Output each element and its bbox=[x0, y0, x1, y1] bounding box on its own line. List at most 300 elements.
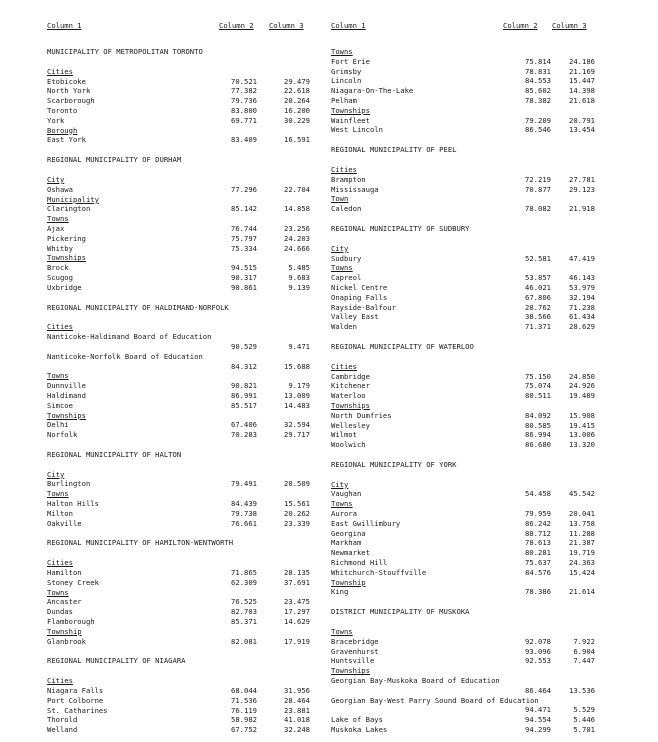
municipality-name: Halton Hills bbox=[47, 499, 99, 509]
municipality-name: Valley East bbox=[331, 312, 379, 322]
column-3-value: 15.908 bbox=[569, 410, 595, 420]
column-3-value: 30.229 bbox=[284, 115, 310, 125]
column-3-value: 29.479 bbox=[284, 76, 310, 86]
table-row bbox=[331, 568, 601, 578]
column-2-header: Column 2 bbox=[503, 21, 538, 30]
column-3-value: 15.447 bbox=[569, 76, 595, 86]
category-heading bbox=[47, 371, 317, 381]
table-row bbox=[331, 489, 601, 499]
table-row bbox=[331, 548, 601, 558]
municipality-name: Dunnville bbox=[47, 381, 86, 391]
table-row bbox=[331, 686, 601, 696]
table-row bbox=[331, 303, 601, 313]
municipality-name: Delhi bbox=[47, 420, 69, 430]
table-row bbox=[47, 106, 317, 116]
column-3-value: 71.238 bbox=[569, 302, 595, 312]
municipality-name: Pickering bbox=[47, 233, 86, 243]
column-3-value: 31.956 bbox=[284, 686, 310, 696]
column-3-value: 22.618 bbox=[284, 86, 310, 96]
category-heading bbox=[331, 244, 601, 254]
region-heading bbox=[331, 145, 601, 155]
column-2-value: 85.371 bbox=[231, 617, 257, 627]
spacer bbox=[47, 440, 317, 450]
municipality-name: West Lincoln bbox=[331, 125, 383, 135]
category-heading bbox=[47, 470, 317, 480]
table-row bbox=[47, 578, 317, 588]
table-row bbox=[47, 224, 317, 234]
column-2-value: 70.521 bbox=[231, 76, 257, 86]
category-name: Township bbox=[331, 577, 366, 587]
column-3-value: 23.256 bbox=[284, 223, 310, 233]
table-row bbox=[331, 421, 601, 431]
region-heading bbox=[331, 224, 601, 234]
column-3-value: 21.918 bbox=[569, 204, 595, 214]
column-2-value: 68.044 bbox=[231, 686, 257, 696]
column-3-value: 5.485 bbox=[288, 263, 310, 273]
category-name: City bbox=[331, 243, 349, 253]
column-2-value: 71.536 bbox=[231, 695, 257, 705]
column-2-value: 75.814 bbox=[525, 56, 551, 66]
column-3-value: 21.618 bbox=[569, 95, 595, 105]
municipality-name: Fort Erie bbox=[331, 56, 370, 66]
spacer bbox=[331, 214, 601, 224]
column-2-value: 86.546 bbox=[525, 125, 551, 135]
column-2-value: 67.406 bbox=[231, 420, 257, 430]
category-name: Town bbox=[331, 194, 349, 204]
table-row bbox=[331, 391, 601, 401]
left-column bbox=[47, 21, 317, 735]
column-2-value: 70.877 bbox=[525, 184, 551, 194]
column-2-value: 79.738 bbox=[231, 508, 257, 518]
municipality-name: Woolwich bbox=[331, 440, 366, 450]
municipality-name: Mississauga bbox=[331, 184, 379, 194]
column-2-value: 52.581 bbox=[525, 253, 551, 263]
category-heading bbox=[47, 489, 317, 499]
region-name: REGIONAL MUNICIPALITY OF HAMILTON-WENTWORTH bbox=[47, 538, 234, 548]
category-heading bbox=[331, 666, 601, 676]
municipality-name: North Dumfries bbox=[331, 410, 392, 420]
category-name: Towns bbox=[47, 489, 69, 499]
municipality-name: Hamilton bbox=[47, 568, 82, 578]
category-name: Towns bbox=[331, 627, 353, 637]
municipality-name: Newmarket bbox=[331, 548, 370, 558]
column-1-header: Column 1 bbox=[331, 21, 366, 30]
table-row bbox=[331, 254, 601, 264]
column-2-value: 78.831 bbox=[525, 66, 551, 76]
column-2-value: 79.959 bbox=[525, 509, 551, 519]
region-heading bbox=[331, 607, 601, 617]
municipality-name: Rayside-Balfour bbox=[331, 302, 396, 312]
column-3-value: 24.363 bbox=[569, 558, 595, 568]
column-3-value: 24.850 bbox=[569, 371, 595, 381]
column-3-value: 20.791 bbox=[569, 115, 595, 125]
column-2-value: 78.382 bbox=[525, 95, 551, 105]
table-row bbox=[47, 244, 317, 254]
municipality-name: Nickel Centre bbox=[331, 282, 388, 292]
column-2-value: 75.797 bbox=[231, 233, 257, 243]
column-2-value: 93.096 bbox=[525, 646, 551, 656]
table-row bbox=[331, 372, 601, 382]
spacer bbox=[47, 528, 317, 538]
category-name: Townships bbox=[331, 400, 370, 410]
spacer bbox=[47, 666, 317, 676]
municipality-name: Onaping Falls bbox=[331, 292, 388, 302]
spacer bbox=[331, 234, 601, 244]
municipality-name: Wainfleet bbox=[331, 115, 370, 125]
column-3-value: 13.454 bbox=[569, 125, 595, 135]
table-row bbox=[331, 440, 601, 450]
municipality-name: Lake of Bays bbox=[331, 715, 383, 725]
table-row bbox=[47, 77, 317, 87]
column-2-value: 67.806 bbox=[525, 292, 551, 302]
municipality-name: Vaughan bbox=[331, 489, 362, 499]
column-2-value: 92.553 bbox=[525, 656, 551, 666]
column-2-value: 70.283 bbox=[231, 430, 257, 440]
category-heading bbox=[47, 322, 317, 332]
category-name: Cities bbox=[47, 322, 73, 332]
column-3-value: 29.717 bbox=[284, 430, 310, 440]
table-row bbox=[331, 185, 601, 195]
column-2-value: 72.219 bbox=[525, 174, 551, 184]
municipality-name: Brampton bbox=[331, 174, 366, 184]
column-2-value: 86.994 bbox=[525, 430, 551, 440]
table-row bbox=[47, 607, 317, 617]
column-3-value: 29.123 bbox=[569, 184, 595, 194]
table-row bbox=[331, 676, 601, 686]
category-heading bbox=[47, 558, 317, 568]
table-row bbox=[331, 538, 601, 548]
category-heading bbox=[331, 578, 601, 588]
municipality-name: Ancaster bbox=[47, 597, 82, 607]
spacer bbox=[47, 548, 317, 558]
column-3-value: 21.169 bbox=[569, 66, 595, 76]
table-row bbox=[47, 283, 317, 293]
column-2-value: 53.857 bbox=[525, 273, 551, 283]
column-3-value: 15.688 bbox=[284, 361, 310, 371]
category-name: Towns bbox=[331, 499, 353, 509]
municipality-name: Glanbrook bbox=[47, 636, 86, 646]
table-row bbox=[47, 391, 317, 401]
category-name: Cities bbox=[47, 676, 73, 686]
column-2-value: 80.585 bbox=[525, 420, 551, 430]
region-heading bbox=[47, 538, 317, 548]
table-row bbox=[47, 430, 317, 440]
column-3-value: 28.464 bbox=[284, 695, 310, 705]
column-3-value: 11.288 bbox=[569, 528, 595, 538]
municipality-name: Georgina bbox=[331, 528, 366, 538]
municipality-name: Wilmot bbox=[331, 430, 357, 440]
column-2-value: 82.703 bbox=[231, 607, 257, 617]
category-name: Township bbox=[47, 626, 82, 636]
column-3-value: 20.509 bbox=[284, 479, 310, 489]
table-row bbox=[331, 558, 601, 568]
column-2-value: 79.209 bbox=[525, 115, 551, 125]
municipality-name: Simcoe bbox=[47, 400, 73, 410]
region-name: REGIONAL MUNICIPALITY OF NIAGARA bbox=[47, 656, 186, 666]
column-3-value: 41.018 bbox=[284, 715, 310, 725]
category-name: Cities bbox=[331, 361, 357, 371]
municipality-name: Kitchener bbox=[331, 381, 370, 391]
table-row bbox=[47, 715, 317, 725]
column-2-value: 78.386 bbox=[525, 587, 551, 597]
table-row bbox=[47, 706, 317, 716]
table-row bbox=[331, 430, 601, 440]
column-3-value: 13.320 bbox=[569, 440, 595, 450]
table-row bbox=[47, 332, 317, 342]
column-2-value: 38.566 bbox=[525, 312, 551, 322]
column-2-value: 79.491 bbox=[231, 479, 257, 489]
table-row bbox=[331, 656, 601, 666]
column-3-value: 9.471 bbox=[288, 341, 310, 351]
municipality-name: Caledon bbox=[331, 204, 362, 214]
category-heading bbox=[47, 195, 317, 205]
region-name: DISTRICT MUNICIPALITY OF MUSKOKA bbox=[331, 607, 470, 617]
column-3-value: 16.591 bbox=[284, 135, 310, 145]
municipality-name: Waterloo bbox=[331, 391, 366, 401]
column-3-value: 32.194 bbox=[569, 292, 595, 302]
category-name: City bbox=[331, 479, 349, 489]
column-2-value: 85.517 bbox=[231, 400, 257, 410]
category-heading bbox=[331, 362, 601, 372]
column-2-value: 76.525 bbox=[231, 597, 257, 607]
table-row bbox=[47, 86, 317, 96]
column-3-value: 7.922 bbox=[573, 636, 595, 646]
table-row bbox=[47, 401, 317, 411]
column-3-value: 28.629 bbox=[569, 322, 595, 332]
category-name: Townships bbox=[331, 105, 370, 115]
table-row bbox=[47, 725, 317, 735]
column-3-value: 17.919 bbox=[284, 636, 310, 646]
municipality-name: Walden bbox=[331, 322, 357, 332]
table-row bbox=[331, 587, 601, 597]
column-2-value: 84.439 bbox=[231, 499, 257, 509]
column-2-value: 75.637 bbox=[525, 558, 551, 568]
column-2-value: 80.281 bbox=[525, 548, 551, 558]
column-2-value: 94.515 bbox=[231, 263, 257, 273]
municipality-name: Clarington bbox=[47, 204, 91, 214]
table-row bbox=[331, 647, 601, 657]
table-row bbox=[47, 116, 317, 126]
column-2-value: 86.991 bbox=[231, 390, 257, 400]
table-row bbox=[47, 686, 317, 696]
column-3-value: 24.203 bbox=[284, 233, 310, 243]
column-2-value: 84.576 bbox=[525, 567, 551, 577]
table-row bbox=[331, 696, 601, 706]
region-heading bbox=[47, 656, 317, 666]
municipality-name: Welland bbox=[47, 725, 78, 735]
municipality-name: North York bbox=[47, 86, 91, 96]
region-name: REGIONAL MUNICIPALITY OF HALDIMAND-NORFOLK bbox=[47, 302, 229, 312]
table-row bbox=[331, 312, 601, 322]
category-name: Townships bbox=[331, 666, 370, 676]
column-3-value: 19.719 bbox=[569, 548, 595, 558]
table-row bbox=[47, 342, 317, 352]
column-3-value: 13.536 bbox=[569, 685, 595, 695]
table-row bbox=[47, 519, 317, 529]
category-heading bbox=[331, 480, 601, 490]
category-heading bbox=[331, 165, 601, 175]
column-header-row bbox=[331, 21, 601, 35]
table-row bbox=[331, 273, 601, 283]
column-2-value: 28.762 bbox=[525, 302, 551, 312]
column-header-row bbox=[47, 21, 317, 35]
column-3-value: 14.629 bbox=[284, 617, 310, 627]
spacer bbox=[47, 312, 317, 322]
column-2-value: 78.082 bbox=[525, 204, 551, 214]
region-name: REGIONAL MUNICIPALITY OF YORK bbox=[331, 459, 457, 469]
table-row bbox=[331, 125, 601, 135]
column-2-value: 62.309 bbox=[231, 577, 257, 587]
municipality-name: Etobicoke bbox=[47, 76, 86, 86]
table-row bbox=[331, 322, 601, 332]
region-name: REGIONAL MUNICIPALITY OF HALTON bbox=[47, 449, 182, 459]
municipality-name: Norfolk bbox=[47, 430, 78, 440]
table-row bbox=[47, 381, 317, 391]
region-heading bbox=[331, 460, 601, 470]
table-row bbox=[331, 529, 601, 539]
municipality-name: Flamborough bbox=[47, 617, 95, 627]
column-3-value: 9.683 bbox=[288, 272, 310, 282]
column-3-value: 21.387 bbox=[569, 538, 595, 548]
column-2-value: 71.865 bbox=[231, 568, 257, 578]
spacer bbox=[47, 293, 317, 303]
column-3-value: 16.200 bbox=[284, 105, 310, 115]
table-row bbox=[331, 715, 601, 725]
column-3-value: 13.758 bbox=[569, 518, 595, 528]
region-name: REGIONAL MUNICIPALITY OF DURHAM bbox=[47, 155, 182, 165]
column-2-value: 76.119 bbox=[231, 705, 257, 715]
table-row bbox=[47, 96, 317, 106]
category-heading bbox=[47, 411, 317, 421]
spacer bbox=[331, 135, 601, 145]
column-2-value: 85.602 bbox=[525, 86, 551, 96]
spacer bbox=[331, 617, 601, 627]
spacer bbox=[47, 460, 317, 470]
category-name: City bbox=[47, 174, 65, 184]
column-2-value: 75.074 bbox=[525, 381, 551, 391]
category-heading bbox=[331, 627, 601, 637]
region-name: MUNICIPALITY OF METROPOLITAN TORONTO bbox=[47, 47, 203, 56]
column-2-value: 67.752 bbox=[231, 725, 257, 735]
column-3-value: 47.419 bbox=[569, 253, 595, 263]
spacer bbox=[47, 57, 317, 67]
municipality-name: Markham bbox=[331, 538, 362, 548]
column-2-value: 86.680 bbox=[525, 440, 551, 450]
category-heading bbox=[47, 67, 317, 77]
column-3-value: 21.614 bbox=[569, 587, 595, 597]
table-row bbox=[331, 381, 601, 391]
column-3-value: 28.135 bbox=[284, 568, 310, 578]
spacer bbox=[47, 646, 317, 656]
municipality-name: Haldimand bbox=[47, 390, 86, 400]
category-heading bbox=[47, 627, 317, 637]
category-heading bbox=[47, 214, 317, 224]
column-3-value: 9.139 bbox=[288, 282, 310, 292]
column-2-value: 82.081 bbox=[231, 636, 257, 646]
municipality-name: Scugog bbox=[47, 272, 73, 282]
column-2-value: 76.744 bbox=[231, 223, 257, 233]
table-row bbox=[47, 352, 317, 362]
column-2-value: 88.712 bbox=[525, 528, 551, 538]
column-2-value: 75.150 bbox=[525, 371, 551, 381]
spacer bbox=[331, 332, 601, 342]
table-row bbox=[47, 597, 317, 607]
column-3-value: 37.691 bbox=[284, 577, 310, 587]
table-row bbox=[47, 568, 317, 578]
municipality-name: Capreol bbox=[331, 273, 362, 283]
column-3-value: 14.483 bbox=[284, 400, 310, 410]
column-3-value: 20.041 bbox=[569, 509, 595, 519]
municipality-name: Bracebridge bbox=[331, 636, 379, 646]
table-row bbox=[47, 696, 317, 706]
table-row bbox=[331, 283, 601, 293]
table-row bbox=[47, 362, 317, 372]
municipality-name: Muskoka Lakes bbox=[331, 725, 388, 735]
table-row bbox=[331, 86, 601, 96]
municipality-name: King bbox=[331, 587, 349, 597]
column-3-value: 15.424 bbox=[569, 567, 595, 577]
column-2-value: 71.371 bbox=[525, 322, 551, 332]
column-2-value: 94.554 bbox=[525, 715, 551, 725]
category-heading bbox=[331, 194, 601, 204]
municipality-name: Lincoln bbox=[331, 76, 362, 86]
column-3-value: 45.542 bbox=[569, 489, 595, 499]
spacer bbox=[331, 352, 601, 362]
municipality-name: Toronto bbox=[47, 105, 78, 115]
column-2-header: Column 2 bbox=[219, 21, 254, 30]
municipality-name: Burlington bbox=[47, 479, 91, 489]
municipality-name: East Gwillimbury bbox=[331, 518, 401, 528]
municipality-name: Dundas bbox=[47, 607, 73, 617]
municipality-name: Sudbury bbox=[331, 253, 362, 263]
table-row bbox=[331, 519, 601, 529]
column-3-value: 23.475 bbox=[284, 597, 310, 607]
column-3-value: 32.248 bbox=[284, 725, 310, 735]
table-row bbox=[331, 411, 601, 421]
column-3-value: 5.529 bbox=[573, 705, 595, 715]
column-2-value: 77.382 bbox=[231, 86, 257, 96]
column-3-value: 5.701 bbox=[573, 725, 595, 735]
table-row bbox=[47, 637, 317, 647]
category-heading bbox=[331, 263, 601, 273]
table-row bbox=[47, 185, 317, 195]
category-heading bbox=[331, 47, 601, 57]
region-name: REGIONAL MUNICIPALITY OF WATERLOO bbox=[331, 341, 474, 351]
municipality-name: Port Colborne bbox=[47, 695, 104, 705]
category-name: Towns bbox=[47, 587, 69, 597]
column-2-value: 83.409 bbox=[231, 135, 257, 145]
column-3-value: 13.006 bbox=[569, 430, 595, 440]
right-column bbox=[331, 21, 601, 735]
right-entries bbox=[331, 47, 601, 735]
spacer bbox=[331, 597, 601, 607]
municipality-name: Georgian Bay-Muskoka Board of Education bbox=[331, 676, 500, 686]
column-3-value: 23.881 bbox=[284, 705, 310, 715]
table-row bbox=[47, 509, 317, 519]
municipality-name: Cambridge bbox=[331, 371, 370, 381]
category-name: City bbox=[47, 469, 65, 479]
table-row bbox=[331, 57, 601, 67]
table-row bbox=[331, 293, 601, 303]
column-2-value: 58.982 bbox=[231, 715, 257, 725]
column-3-value: 14.398 bbox=[569, 86, 595, 96]
table-row bbox=[331, 96, 601, 106]
column-3-value: 7.447 bbox=[573, 656, 595, 666]
spacer bbox=[331, 470, 601, 480]
column-3-value: 20.262 bbox=[284, 508, 310, 518]
column-2-value: 84.312 bbox=[231, 361, 257, 371]
category-name: Borough bbox=[47, 125, 78, 135]
